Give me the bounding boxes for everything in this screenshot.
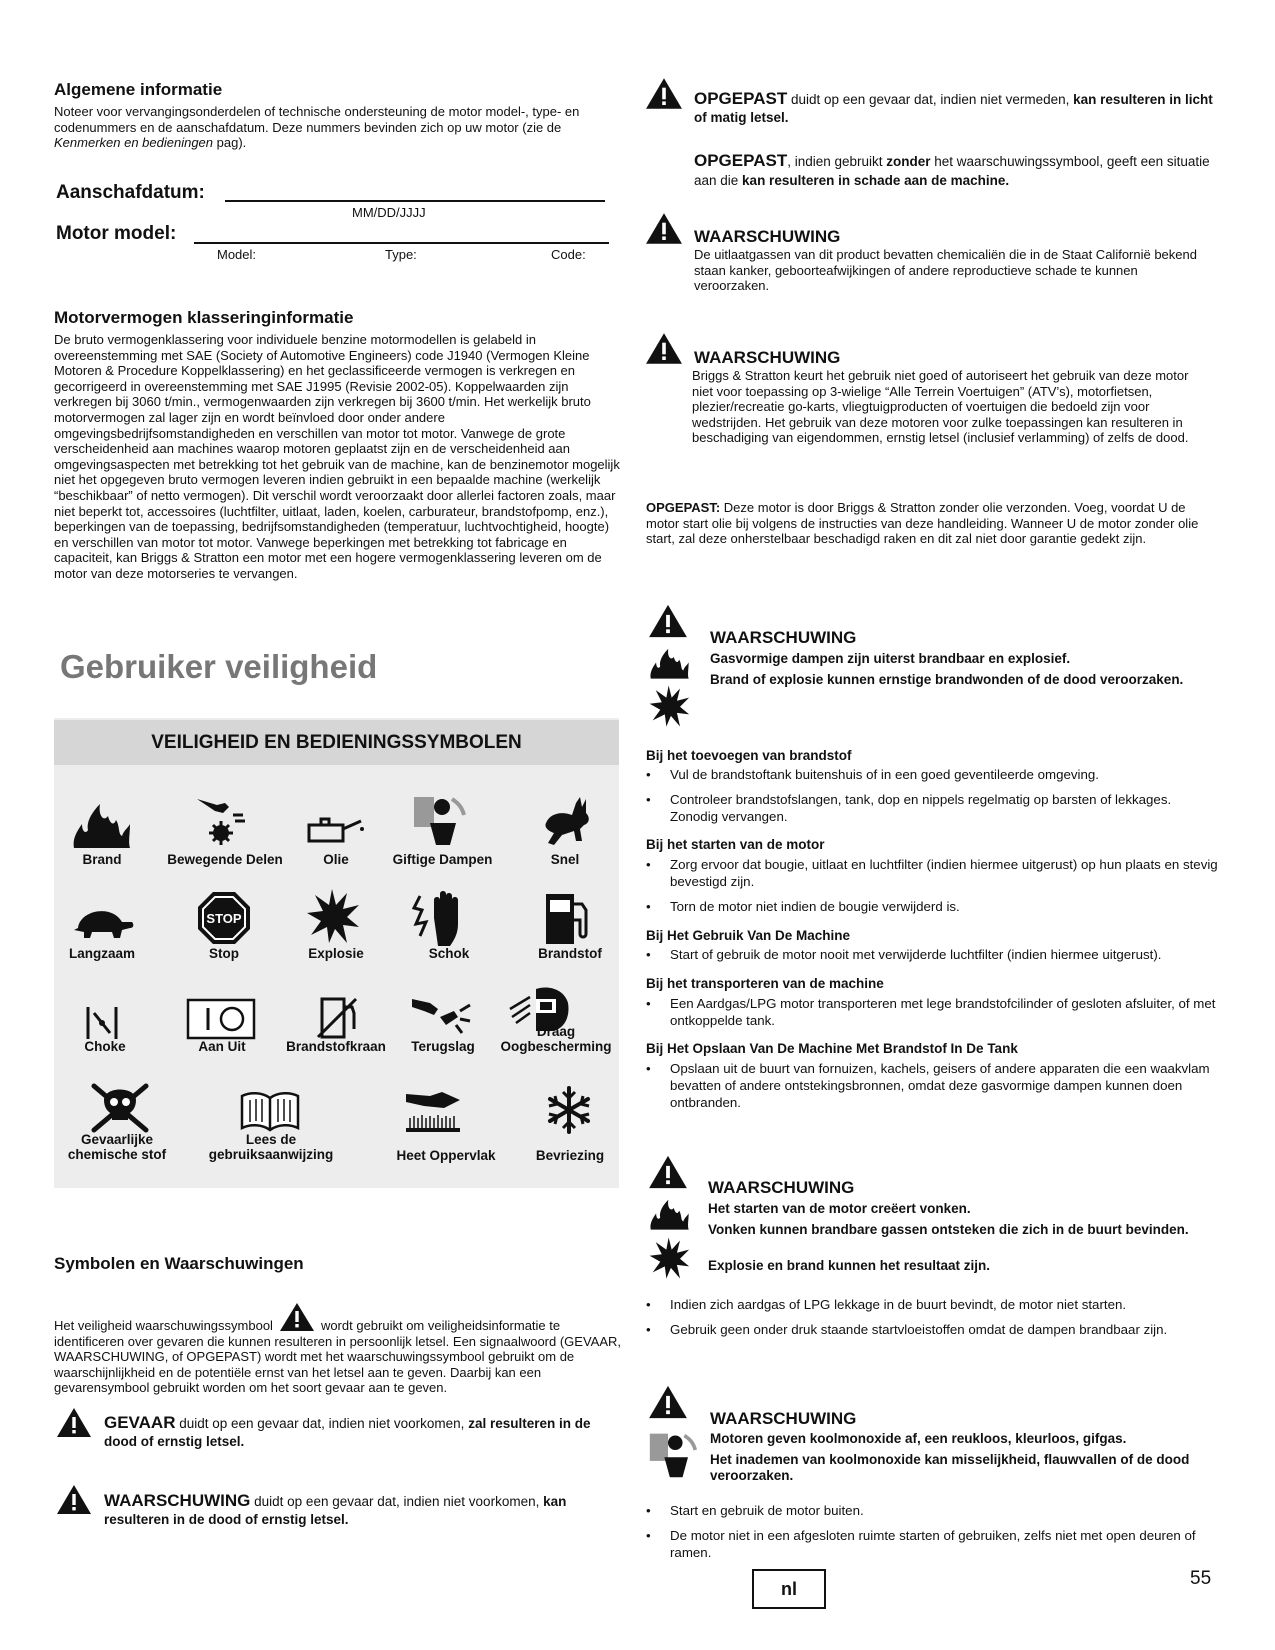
waarschuwing-bold: kan resulteren in de dood of ernstig letsel. [104, 1494, 567, 1527]
warn-sparks-line1: Het starten van de motor creëert vonken. [708, 1201, 971, 1216]
motor-line[interactable] [194, 242, 609, 244]
warn-california-text: De uitlaatgassen van dit product bevatten chemicaliën die in de Staat Californië bekend staan kanker, geboorteafwijkingen of andere reproductieve schade te kunnen veroorzaken. [694, 247, 1197, 294]
inline-warning-icon [279, 1302, 315, 1332]
fire-icon [70, 800, 132, 850]
warn-co-line1: Motoren geven koolmonoxide af, een reukloos, kleurloos, gifgas. [710, 1431, 1127, 1446]
algemene-text-italic: Kenmerken en bedieningen [54, 135, 214, 151]
symbol-label-explosion: Explosie [308, 946, 364, 961]
list-item: • Start en gebruik de motor buiten. [646, 1502, 1221, 1519]
opgepast-definition [694, 90, 1224, 127]
warn-fuel-word: WAARSCHUWING [710, 628, 857, 647]
fuel-section-list [646, 946, 1221, 971]
explosion-icon [648, 1236, 690, 1280]
kickback-icon [410, 995, 472, 1037]
algemene-text-post: pag). [213, 135, 247, 151]
warn-co-list [646, 1502, 1221, 1569]
toxic-fumes-icon [412, 793, 467, 848]
model-hint: Model: [217, 247, 257, 262]
algemene-title: Algemene informatie [54, 80, 223, 99]
fuel-section-head: Bij het starten van de motor [646, 837, 825, 852]
fuel-section-head: Bij het transporteren van de machine [646, 976, 884, 991]
explosion-icon [648, 684, 690, 728]
warning-triangle-icon [56, 1484, 92, 1515]
symbol-label-brand: Brand [82, 852, 122, 867]
list-item: • Controleer brandstofslangen, tank, dop en nippels regelmatig op barsten of lekkages. Zonodig vervangen. [646, 791, 1221, 825]
warn-co-line2: Het inademen van koolmonoxide kan misselijkheid, flauwvallen of de dood veroorzaken. [710, 1452, 1190, 1483]
toxic-fumes-icon [648, 1430, 698, 1480]
explosion-icon [305, 887, 360, 945]
symbol-label-chemical-2: chemische stof [67, 1147, 167, 1162]
fuel-valve-icon [316, 995, 362, 1041]
symbol-label-freezing: Bevriezing [535, 1148, 605, 1163]
symbolen-text-pre: Het veiligheid waarschuwingssymbool [54, 1318, 273, 1333]
stop-sign-text: STOP [206, 911, 242, 926]
motor-label: Motor model: [56, 223, 177, 244]
symbol-label-fast: Snel [550, 852, 580, 867]
fuel-section-head: Bij Het Gebruik Van De Machine [646, 928, 851, 943]
warning-triangle-icon [645, 332, 683, 365]
symbol-label-on-off: Aan Uit [198, 1039, 246, 1054]
opgepast2-bold2: kan resulteren in schade aan de machine. [742, 173, 1010, 188]
fuel-pump-icon [540, 890, 592, 948]
list-item: • Een Aardgas/LPG motor transporteren met lege brandstofcilinder of gesloten afsluiter, of met ontkoppelde tank. [646, 995, 1221, 1029]
symbol-label-oil: Olie [323, 852, 349, 867]
warning-triangle-icon [648, 1384, 688, 1420]
symbol-label-manual-2: gebruiksaanwijzing [208, 1147, 334, 1162]
fuel-section-head: Bij het toevoegen van brandstof [646, 748, 852, 763]
warning-triangle-icon [645, 77, 683, 110]
warning-triangle-icon [648, 603, 688, 639]
opgepast2-text1: , indien gebruikt [787, 154, 887, 169]
list-item: • Gebruik geen onder druk staande startvloeistoffen omdat de dampen brandbaar zijn. [646, 1321, 1221, 1338]
warn-atv-word: WAARSCHUWING [694, 348, 841, 367]
warn-sparks-line3: Explosie en brand kunnen het resultaat zijn. [708, 1258, 991, 1273]
gevaar-definition [104, 1414, 624, 1451]
opgepast-bold: kan resulteren in licht of matig letsel. [694, 92, 1213, 125]
type-hint: Type: [385, 247, 417, 262]
fuel-section-head: Bij Het Opslaan Van De Machine Met Brandstof In De Tank [646, 1041, 1018, 1056]
warn-atv-text: Briggs & Stratton keurt het gebruik niet goed of autoriseert het gebruik van deze motor niet voor toepassing op 3-wielige “Alle Terrein Voertuigen” (ATV’s), motorfietsen, plezier/recreatie go-karts, vliegtuigproducten of voertuigen die bedoeld zijn voor wedstrijden. Het gebruik van deze motoren voor zulke toepassingen kan resulteren in beschadiging van eigendommen, ernstig letsel (inclusief verlamming) of zelfs de dood. [692, 368, 1189, 446]
skull-icon [88, 1078, 152, 1136]
symbol-label-eye-protection [492, 1024, 620, 1054]
opgepast-text: duidt op een gevaar dat, indien niet vermeden, [787, 92, 1074, 107]
waarschuwing-definition [104, 1492, 624, 1529]
symbolen-text [54, 1302, 624, 1396]
opgepast2-text2: het waarschuwingssymbool, geeft een situatie aan die [694, 154, 1210, 188]
fuel-section-list [646, 1060, 1221, 1119]
aanschaf-line[interactable] [225, 200, 605, 202]
oil-note [646, 500, 1221, 547]
fuel-section-list [646, 995, 1221, 1037]
warn-fuel-line1: Gasvormige dampen zijn uiterst brandbaar en explosief. [710, 651, 1071, 666]
rabbit-fast-icon [540, 793, 592, 848]
waarschuwing-text: duidt op een gevaar dat, indien niet voorkomen, [250, 1494, 544, 1509]
fire-icon [648, 1197, 690, 1231]
aanschaf-label: Aanschafdatum: [56, 182, 205, 203]
oil-note-word: OPGEPAST: [646, 500, 721, 515]
symbol-label-eye-protection-2: Oogbescherming [500, 1039, 612, 1054]
hot-surface-icon [404, 1090, 466, 1134]
warn-co-word: WAARSCHUWING [710, 1409, 857, 1428]
list-item: • Torn de motor niet indien de bougie verwijderd is. [646, 898, 1221, 915]
symbol-label-chemical-1: Gevaarlijke [80, 1132, 154, 1147]
snowflake-icon [545, 1086, 593, 1134]
fuel-section-list [646, 766, 1221, 833]
shock-icon [410, 890, 470, 948]
motorvermogen-text: De bruto vermogenklassering voor individuele benzine motormodellen is gelabeld in overeenstemming met SAE (Society of Automotive Engineers) code J1940 (Vermogen Kleine Motoren & Procedure Koppelklassering) en het geclassificeerde vermogen is verkregen en gecorrigeerd in overeenstemming met SAE J1995 (Revisie 2002-05). Koppelwaarden zijn verkregen bij 3060 t/min., vermogenwaarden zijn verkregen bij 3600 t/min. Het werkelijk bruto motorvermogen zal lager zijn en wordt beïnvloed door onder andere omgevingsbedrijfsomstandigheden en verschillen van motor tot motor. Vanwege de grote verscheidenheid aan machines waarop motoren geplaatst zijn en de verscheidenheid aan omgevingsaspecten met betrekking tot het gebruik van de machine, kan de benzinemotor mogelijk niet het opgegeven bruto vermogen leveren indien gebruikt in een bepaalde machine (werkelijk “beschikbaar” of netto vermogen). Dit verschil wordt veroorzaakt door allerlei factoren zoals, maar niet beperkt tot, accessoires (luchtfilter, uitlaat, laden, koelen, carburateur, brandstofpomp, enz.), beperkingen van de toepassing, bedrijfsomstandigheden (temperatuur, luchtvochtigheid, hoogte) en verschillen van motor tot motor. Vanwege beperkingen met betrekking tot fabricage en capaciteit, kan Briggs & Stratton een motor met een hogere vermogenklassering leveren om de motor van deze motorseries te vervangen. [54, 332, 620, 581]
language-badge: nl [752, 1569, 826, 1609]
turtle-slow-icon [70, 900, 136, 940]
opgepast-word: OPGEPAST [694, 89, 788, 108]
warning-triangle-icon [645, 212, 683, 245]
waarschuwing-word: WAARSCHUWING [104, 1491, 251, 1510]
opgepast2-word: OPGEPAST [694, 151, 788, 170]
symbol-label-chemical [58, 1132, 176, 1162]
list-item: • De motor niet in een afgesloten ruimte starten of gebruiken, zelfs niet met open deuren of ramen. [646, 1527, 1221, 1561]
fuel-section-list [646, 856, 1221, 923]
symbol-label-moving-parts: Bewegende Delen [167, 852, 283, 867]
gevaar-text: duidt op een gevaar dat, indien niet voorkomen, [175, 1416, 469, 1431]
list-item: • Opslaan uit de buurt van fornuizen, kachels, geisers of andere apparaten die een waakvlam bevatten of andere ontstekingsbronnen, omdat deze gasvormige dampen kunnen doen ontbranden. [646, 1060, 1221, 1111]
list-item: • Vul de brandstoftank buitenshuis of in een goed geventileerde omgeving. [646, 766, 1221, 783]
symbol-label-eye-protection-1: Draag [536, 1024, 576, 1039]
choke-icon [84, 1005, 120, 1041]
symbols-header: VEILIGHEID EN BEDIENINGSSYMBOLEN [151, 732, 522, 753]
symbol-label-manual [196, 1132, 346, 1162]
algemene-text [54, 104, 624, 151]
gevaar-word: GEVAAR [104, 1413, 176, 1432]
code-hint: Code: [551, 247, 586, 262]
symbol-label-stop: Stop [209, 946, 239, 961]
warn-california-word: WAARSCHUWING [694, 227, 841, 246]
manual-book-icon [238, 1090, 302, 1132]
opgepast2-bold1: zonder [886, 154, 931, 169]
section-title: Gebruiker veiligheid [60, 648, 378, 685]
symbol-label-choke: Choke [84, 1039, 126, 1054]
moving-parts-icon [195, 795, 250, 850]
fire-icon [648, 646, 690, 680]
warning-triangle-icon [648, 1154, 688, 1190]
stop-sign-icon [196, 890, 252, 946]
list-item: • Zorg ervoor dat bougie, uitlaat en luchtfilter (indien hiermee uitgerust) op hun plaats en stevig bevestigd zijn. [646, 856, 1221, 890]
symbol-label-slow: Langzaam [68, 946, 136, 961]
symbol-label-manual-1: Lees de [245, 1132, 297, 1147]
warn-sparks-word: WAARSCHUWING [708, 1178, 855, 1197]
symbolen-text-post: wordt gebruikt om veiligheidsinformatie te identificeren over gevaren die kunnen resulteren in persoonlijk letsel. Een signaalwoord (GEVAAR, WAARSCHUWING, of OPGEPAST) wordt met het waarschuwingssymbool gebruikt om de waarschijnlijkheid en de potentiële ernst van het letsel aan te geven. Daarbij kan een gevarensymbool gebruikt worden om het soort gevaar aan te geven. [54, 1318, 622, 1396]
warn-sparks-line2: Vonken kunnen brandbare gassen ontsteken die zich in de buurt bevinden. [708, 1222, 1189, 1237]
symbol-label-fuel: Brandstof [538, 946, 602, 961]
date-hint: MM/DD/JJJJ [352, 205, 426, 220]
warning-triangle-icon [56, 1407, 92, 1438]
warn-sparks-list [646, 1296, 1221, 1346]
symbol-label-hot-surface: Heet Oppervlak [396, 1148, 496, 1163]
gevaar-bold: zal resulteren in de dood of ernstig letsel. [104, 1416, 591, 1449]
list-item: • Start of gebruik de motor nooit met verwijderde luchtfilter (indien hiermee uitgerust). [646, 946, 1221, 963]
symbolen-title: Symbolen en Waarschuwingen [54, 1254, 304, 1273]
list-item: • Indien zich aardgas of LPG lekkage in de buurt bevindt, de motor niet starten. [646, 1296, 1221, 1313]
symbol-label-kickback: Terugslag [411, 1039, 475, 1054]
algemene-text-pre: Noteer voor vervangingsonderdelen of technische ondersteuning de motor model-, type- en codenummers en de aanschafdatum. Deze nummers bevinden zich op uw motor (zie de [54, 104, 580, 135]
motorvermogen-title: Motorvermogen klasseringinformatie [54, 308, 354, 327]
oil-can-icon [305, 815, 365, 845]
symbol-label-shock: Schok [428, 946, 470, 961]
opgepast-machine-definition [694, 151, 1224, 190]
page-number: 55 [1190, 1568, 1212, 1589]
symbol-label-fuel-valve: Brandstofkraan [286, 1039, 386, 1054]
on-off-icon [186, 998, 256, 1040]
warn-fuel-line2: Brand of explosie kunnen ernstige brandwonden of de dood veroorzaken. [710, 672, 1184, 687]
symbol-label-toxic: Giftige Dampen [392, 852, 493, 867]
oil-note-text: Deze motor is door Briggs & Stratton zonder olie verzonden. Voeg, voordat U de motor start olie bij volgens de instructies van deze handleiding. Wanneer U de motor zonder olie start, zal deze onherstelbaar beschadigd raken en dit zal niet door garantie gedekt zijn. [646, 500, 1199, 547]
